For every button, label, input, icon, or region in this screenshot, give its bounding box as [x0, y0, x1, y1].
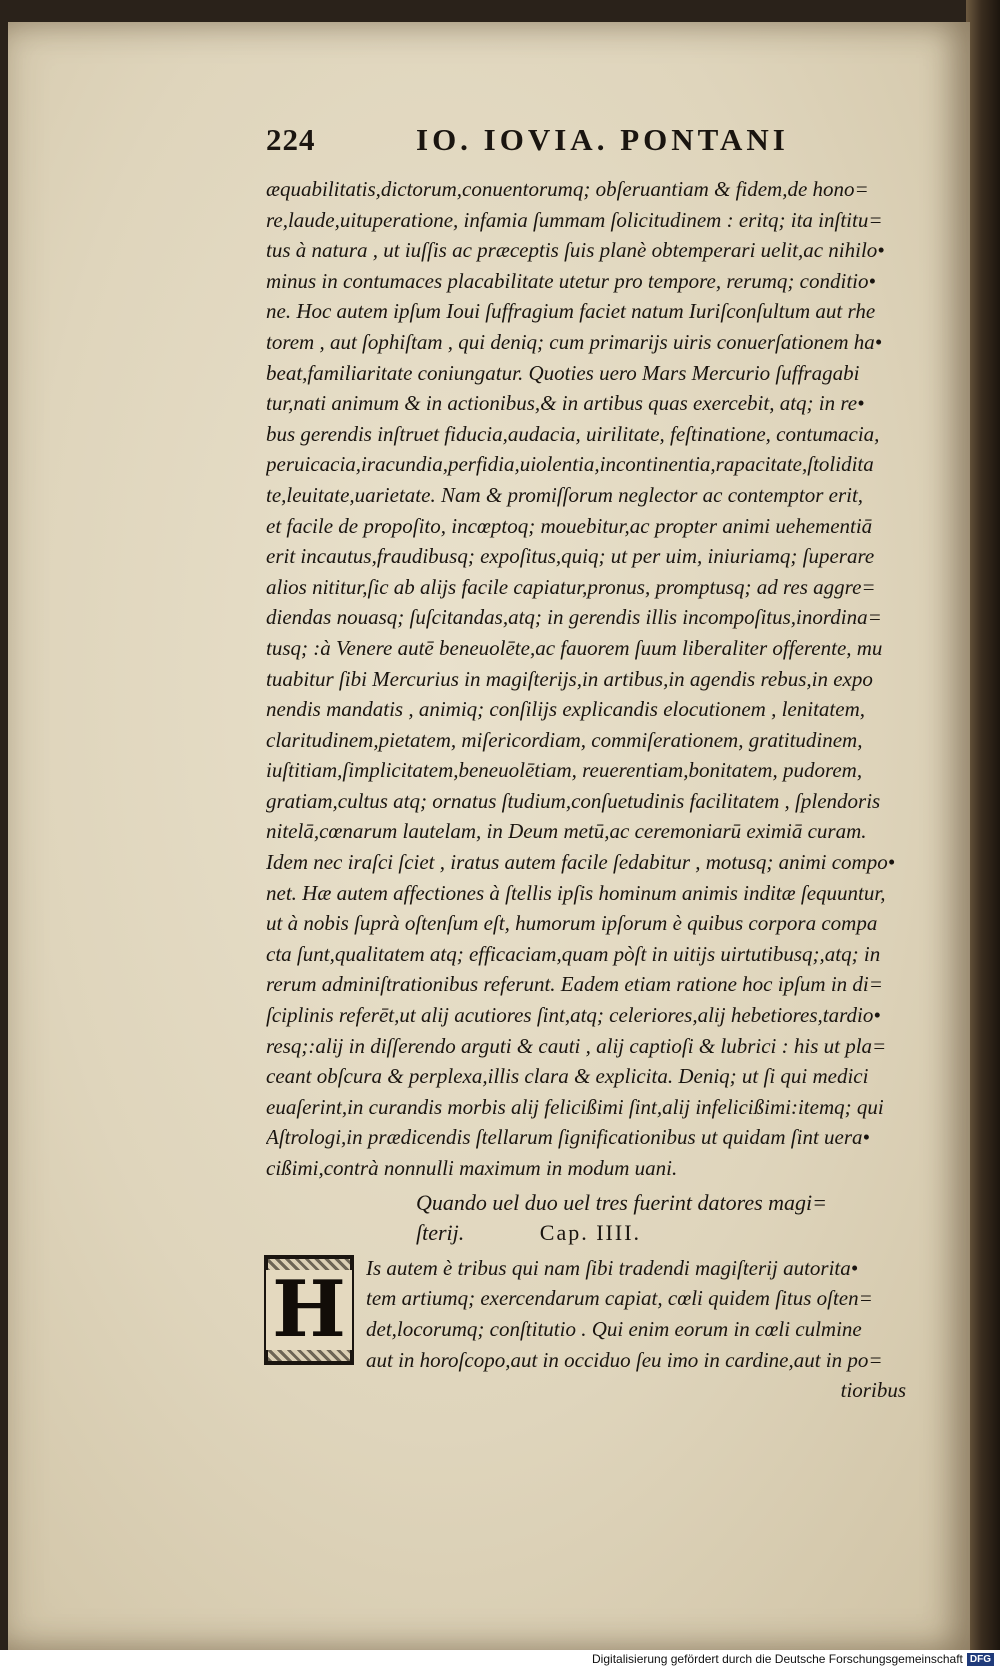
- chapter-title-line: Quando uel duo uel tres fuerint datores magi=: [416, 1189, 828, 1215]
- chapter-heading: [266, 1188, 946, 1249]
- catchword: tioribus: [840, 1378, 906, 1403]
- text-line: net. Hæ autem affectiones à ſtellis ipſis hominum animis inditæ ſequuntur,: [266, 880, 886, 905]
- text-line: æquabilitatis,dictorum,conuentorumq; obſeruantiam & fidem,de hono=: [266, 177, 869, 201]
- page-header: [266, 122, 946, 174]
- text-line: erit incautus,fraudibusq; expoſitus,quiq; ut per uim, iniuriamq; ſuperare: [266, 544, 875, 569]
- text-line: euaſerint,in curandis morbis alij felicißimi ſint,alij infelicißimi:itemq; qui: [266, 1094, 884, 1119]
- body-text: [266, 174, 946, 1184]
- text-line: ut à nobis ſuprà oſtenſum eſt, humorum ipſorum è quibus corpora compa: [266, 911, 878, 936]
- decorated-initial: [264, 1255, 354, 1365]
- text-line: nitelā,cœnarum lautelam, in Deum metū,ac ceremoniarū eximiā curam.: [266, 819, 867, 844]
- text-line: tusq; :à Venere autē beneuolēte,ac fauorem ſuum liberaliter offerente, mu: [266, 635, 883, 660]
- book-page: [8, 22, 970, 1650]
- chapter-number: Cap. IIII.: [539, 1220, 642, 1246]
- text-line: Idem nec iraſci ſciet , iratus autem facile ſedabitur , motusq; animi compo•: [266, 850, 896, 875]
- text-line: Aſtrologi,in prædicendis ſtellarum ſignificationibus ut quidam ſint uera•: [266, 1125, 870, 1150]
- text-line: diendas nouasq; ſuſcitandas,atq; in gerendis illis incompoſitus,inordina=: [266, 605, 882, 630]
- running-title: IO. IOVIA. PONTANI: [416, 122, 789, 157]
- text-line: nendis mandatis , animiq; conſilijs explicandis elocutionem , lenitatem,: [266, 697, 865, 722]
- digitization-credit: Digitalisierung gefördert durch die Deutsche Forschungsgemeinschaft: [592, 1652, 963, 1666]
- text-line: tem artiumq; exercendarum capiat, cœli quidem ſitus oſten=: [366, 1286, 873, 1311]
- text-line: cta ſunt,qualitatem atq; efficaciam,quam pòſt in uitijs uirtutibusq;,atq; in: [266, 941, 881, 966]
- text-line: resq;:alij in diſſerendo arguti & cauti , alij captioſi & lubrici : his ut pla=: [266, 1033, 887, 1058]
- chapter-title-line-2: [416, 1218, 946, 1249]
- text-line: peruicacia,iracundia,perfidia,uiolentia,incontinentia,rapacitate,ſtolidita: [266, 452, 874, 477]
- text-line: cißimi,contrà nonnulli maximum in modum uani.: [266, 1156, 678, 1180]
- text-line: tuabitur ſibi Mercurius in magiſterijs,in artibus,in agendis rebus,in expo: [266, 666, 873, 691]
- page-number: 224: [266, 122, 316, 157]
- text-line: re,laude,uituperatione, infamia ſummam ſolicitudinem : eritq; ita inſtitu=: [266, 207, 883, 232]
- text-line: ſciplinis referēt,ut alij acutiores ſint,atq; celeriores,alij hebetiores,tardio•: [266, 1003, 881, 1028]
- text-line: claritudinem,pietatem, miſericordiam, commiſerationem, gratitudinem,: [266, 727, 863, 752]
- text-line: iuſtitiam,ſimplicitatem,beneuolētiam, reuerentiam,bonitatem, pudorem,: [266, 758, 863, 783]
- chapter-text: [266, 1253, 946, 1406]
- text-line: tus à natura , ut iuſſis ac præceptis ſuis planè obtemperari uelit,ac nihilo•: [266, 238, 885, 263]
- text-line: torem , aut ſophiſtam , qui deniq; cum primarijs uiris conuerſationem ha•: [266, 329, 883, 354]
- text-line: rerum adminiſtrationibus referunt. Eadem etiam ratione hoc ipſum in di=: [266, 972, 883, 997]
- chapter-title-end: ſterij.: [416, 1220, 465, 1246]
- text-line: minus in contumaces placabilitate utetur pro tempore, rerumq; conditio•: [266, 268, 876, 293]
- book-binding-edge: [966, 0, 1000, 1650]
- text-line: aut in horoſcopo,aut in occiduo ſeu imo in cardine,aut in po=: [366, 1347, 883, 1372]
- dfg-logo: DFG: [967, 1653, 994, 1666]
- text-line: tur,nati animum & in actionibus,& in artibus quas exercebit, atq; in re•: [266, 391, 865, 416]
- text-line: alios nititur,ſic ab alijs facile capiatur,pronus, promptusq; ad res aggre=: [266, 574, 876, 599]
- digitization-footer: [0, 1650, 1000, 1668]
- text-line: det,locorumq; conſtitutio . Qui enim eorum in cœli culmine: [366, 1316, 862, 1341]
- text-line: te,leuitate,uarietate. Nam & promiſſorum neglector ac contemptor erit,: [266, 482, 864, 507]
- text-line: ne. Hoc autem ipſum Ioui ſuffragium faciet natum Iuriſconſultum aut rhe: [266, 299, 876, 324]
- text-line: Is autem è tribus qui nam ſibi tradendi magiſterij autorita•: [366, 1255, 859, 1280]
- text-line: ceant obſcura & perplexa,illis clara & explicita. Deniq; ut ſi qui medici: [266, 1064, 869, 1089]
- chapter-opening: [266, 1253, 946, 1406]
- text-line: beat,familiaritate coniungatur. Quoties uero Mars Mercurio ſuffragabi: [266, 360, 860, 385]
- initial-letter: H: [266, 1270, 352, 1350]
- text-line: gratiam,cultus atq; ornatus ſtudium,conſuetudinis facilitatem , ſplendoris: [266, 788, 881, 813]
- text-block: [266, 122, 946, 1406]
- text-line: bus gerendis inſtruet fiducia,audacia, uirilitate, feſtinatione, contumacia,: [266, 421, 880, 446]
- text-line: et facile de propoſito, incœptoq; mouebitur,ac propter animi uehementiā: [266, 513, 873, 538]
